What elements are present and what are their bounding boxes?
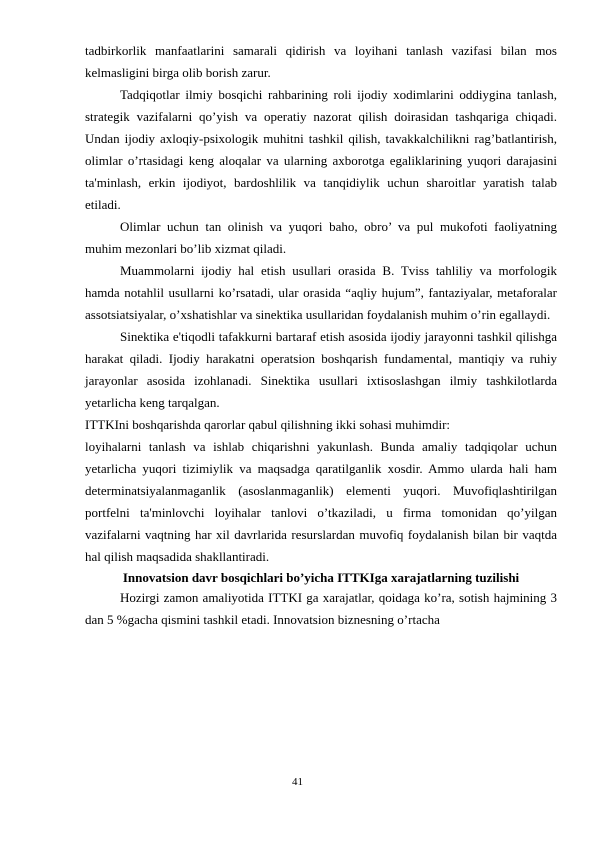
page-number: 41	[292, 776, 303, 788]
paragraph-8: Hozirgi zamon amaliyotida ITTKI ga xarajatlar, qoidaga ko’ra, sotish hajmining 3 dan 5 %gacha qismini tashkil etadi. Innovatsion biznesning o’rtacha	[85, 590, 557, 627]
document-page	[85, 40, 557, 631]
paragraph-1: tadbirkorlik manfaatlarini samarali qidirish va loyihani tanlash vazifasi bilan mos kelmasligini birga olib borish zarur.	[85, 43, 557, 80]
paragraph-2: Tadqiqotlar ilmiy bosqichi rahbarining roli ijodiy xodimlarini oddiygina tanlash, strategik vazifalarni qo’yish va operatiy nazorat qilish doirasidan tashqariga chiqadi. Undan ijodiy axloqiy-psixologik muhitni tashkil qilish, tavakkalchilikni rag’batlantirish, olimlar o’rtasidagi keng aloqalar va ularning axborotga egaliklarining yuqori darajasini ta'minlash, erkin ijodiyot, bardoshlilik va tanqidiylik uchun sharoitlar yaratish talab etiladi.	[85, 87, 557, 212]
paragraph-7: loyihalarni tanlash va ishlab chiqarishni yakunlash. Bunda amaliy tadqiqolar uchun yetarlicha yuqori tizimiylik va maqsadga qaratilganlik xosdir. Ammo ularda hali ham determinatsiyalanmaganlik (asoslanmaganlik) elementi yuqori. Muvofiqlashtirilgan portfelni ta'minlovchi loyihalar tanlovi o’tkaziladi, u firma tomonidan qo’yilgan vazifalarni vaqtning har xil davrlarida resurslardan muvofiq foydalanish bilan bir vaqtda hal qilish maqsadida shakllantiradi.	[85, 439, 557, 564]
paragraph-5: Sinektika e'tiqodli tafakkurni bartaraf etish asosida ijodiy jarayonni tashkil qilishga harakat qiladi. Ijodiy harakatni operatsion boshqarish fundamental, mantiqiy va ruhiy jarayonlar asosida izohlanadi. Sinektika usullari ixtisoslashgan ilmiy tashkilotlarda yetarlicha keng tarqalgan.	[85, 329, 557, 410]
paragraph-3: Olimlar uchun tan olinish va yuqori baho, obro’ va pul mukofoti faoliyatning muhim mezonlari bo’lib xizmat qiladi.	[85, 219, 557, 256]
paragraph-4: Muammolarni ijodiy hal etish usullari orasida B. Tviss tahliliy va morfologik hamda notahlil usullarni ko’rsatadi, ular orasida “aqliy hujum”, fantaziyalar, metaforalar assotsiatsiyalar, o’xshatishlar va sinektika usullaridan foydalanish muhim o’rin egallaydi.	[85, 263, 557, 322]
paragraph-6: ITTKIni boshqarishda qarorlar qabul qilishning ikki sohasi muhimdir:	[85, 417, 451, 432]
section-heading: Innovatsion davr bosqichlari bo’yicha ITTKIga xarajatlarning tuzilishi	[122, 570, 520, 585]
